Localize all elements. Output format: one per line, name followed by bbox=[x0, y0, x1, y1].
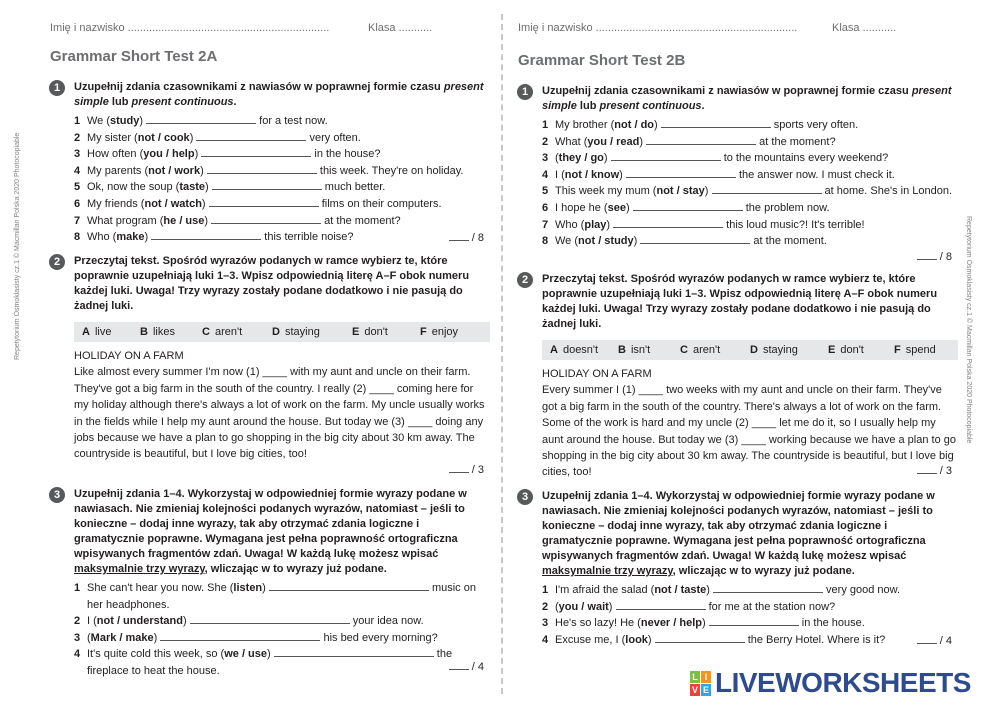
test-title: Grammar Short Test 2A bbox=[50, 48, 218, 65]
sentence-item: 6 My friends (not / watch) films on their computers. bbox=[74, 197, 442, 210]
exercise-1 bbox=[50, 80, 490, 246]
page-divider bbox=[501, 14, 503, 694]
sentence-item: 3 (they / go) to the mountains every weekend? bbox=[542, 152, 889, 165]
sentence-item: 2 (you / wait) for me at the station now? bbox=[542, 600, 836, 613]
word-option: C aren't bbox=[202, 326, 243, 338]
answer-blank[interactable] bbox=[196, 130, 306, 141]
answer-blank[interactable] bbox=[709, 615, 799, 626]
sentence-item: 4 I (not / know) the answer now. I must check it. bbox=[542, 168, 895, 181]
exercise-number-badge: 2 bbox=[49, 254, 65, 270]
sentence-list bbox=[50, 113, 490, 246]
sentence-item: 1 I'm afraid the salad (not / taste) very good now. bbox=[542, 584, 901, 596]
word-option: A live bbox=[82, 326, 112, 338]
text-body: Every summer I (1) ____ two weeks with my aunt and uncle on their farm. They've got a big farm in the south of the country. There's always a lot of work on the farm. Some of the work is hard and my uncle (2) ____ let me do it, so I usually help my aunt around the house. But today we (3) ____ working because we have a plan to go shopping in the big city about 30 km away. The countryside is beautiful, but I love big cities, too! bbox=[542, 384, 957, 479]
answer-blank[interactable] bbox=[712, 183, 822, 194]
word-option: B likes bbox=[140, 326, 175, 338]
sentence-item: 1 We (study) for a test now. bbox=[74, 115, 328, 127]
word-option: F enjoy bbox=[420, 326, 459, 338]
exercise-number-badge: 1 bbox=[49, 80, 65, 96]
sentence-item: 3 How often (you / help) in the house? bbox=[74, 148, 381, 161]
exercise-3 bbox=[50, 487, 490, 680]
name-field-label: Imię i nazwisko .................................................................. bbox=[50, 22, 330, 34]
sentence-item: 2 What (you / read) at the moment? bbox=[542, 135, 836, 148]
score-box: / 4 bbox=[917, 633, 952, 647]
sentence-item: 2 I (not / understand) your idea now. bbox=[74, 615, 424, 628]
score-box: / 4 bbox=[449, 659, 484, 673]
sentence-item: 3 (Mark / make) his bed every morning? bbox=[74, 631, 438, 644]
word-option: E don't bbox=[352, 326, 388, 338]
answer-blank[interactable] bbox=[633, 200, 743, 211]
sentence-item: 8 We (not / study) at the moment. bbox=[542, 235, 827, 248]
reading-text bbox=[50, 348, 490, 463]
score-box: / 3 bbox=[917, 463, 952, 477]
exercise-number-badge: 2 bbox=[517, 272, 533, 288]
exercise-instruction: 1 Uzupełnij zdania czasownikami z nawiasów w poprawnej formie czasu present simple lub present continuous. bbox=[518, 84, 958, 114]
sentence-item: 8 Who (make) this terrible noise? bbox=[74, 231, 354, 244]
sentence-item: 5 Ok, now the soup (taste) much better. bbox=[74, 181, 386, 194]
answer-blank[interactable] bbox=[190, 613, 350, 624]
text-heading: HOLIDAY ON A FARM bbox=[542, 368, 652, 380]
test-title: Grammar Short Test 2B bbox=[518, 52, 686, 69]
exercise-2 bbox=[50, 254, 490, 476]
word-option: D staying bbox=[272, 326, 320, 338]
answer-blank[interactable] bbox=[661, 117, 771, 128]
class-field-label: Klasa ........... bbox=[368, 22, 433, 34]
answer-blank[interactable] bbox=[613, 217, 723, 228]
logo-text: LIVEWORKSHEETS bbox=[715, 667, 971, 698]
liveworksheets-logo bbox=[690, 668, 971, 698]
answer-blank[interactable] bbox=[274, 646, 434, 657]
text-body: Like almost every summer I'm now (1) ____ with my aunt and uncle on their farm. They've got a big farm in the south of the country. I really (2) ____ coming here for my holiday although there's always a lot of work on the farm. My uncle usually works in the fields while I help my aunt around the house. But today we (3) ____ doing any jobs because we have a plan to go shopping in the big city about 30 km away. The countryside is beautiful, but I love big cities, too! bbox=[74, 366, 485, 461]
exercise-number-badge: 3 bbox=[49, 487, 65, 503]
word-option: E don't bbox=[828, 344, 864, 356]
answer-blank[interactable] bbox=[713, 582, 823, 593]
exercise-number-badge: 1 bbox=[517, 84, 533, 100]
answer-blank[interactable] bbox=[201, 146, 311, 157]
exercise-instruction: 2 Przeczytaj tekst. Spośród wyrazów podanych w ramce wybierz te, które poprawnie uzupełniają luki 1–3. Wpisz odpowiednią literę A–F obok numeru każdej luki. Uwaga! Trzy wyrazy zostały podane dodatkowo i nie pasują do żadnej luki. bbox=[518, 272, 958, 332]
exercise-3 bbox=[518, 489, 958, 648]
sentence-item: 1 She can't hear you now. She (listen) music on her headphones. bbox=[74, 582, 476, 611]
word-option: F spend bbox=[894, 344, 936, 356]
sentence-item: 3 He's so lazy! He (never / help) in the house. bbox=[542, 617, 865, 630]
answer-blank[interactable] bbox=[646, 134, 756, 145]
answer-blank[interactable] bbox=[640, 233, 750, 244]
sentence-item: 4 It's quite cold this week, so (we / use) the fireplace to heat the house. bbox=[74, 648, 453, 677]
score-box: / 3 bbox=[449, 462, 484, 476]
exercise-instruction: 2 Przeczytaj tekst. Spośród wyrazów podanych w ramce wybierz te, które poprawnie uzupełniają luki 1–3. Wpisz odpowiednią literę A–F obok numeru każdej luki. Uwaga! Trzy wyrazy zostały podane dodatkowo i nie pasują do żadnej luki. bbox=[50, 254, 490, 314]
word-option: B isn't bbox=[618, 344, 651, 356]
answer-blank[interactable] bbox=[160, 630, 320, 641]
copyright-note-right: Repetytorium Ósmoklasisty cz.1 © Macmillan Polska 2020 Photocopiable bbox=[965, 216, 972, 444]
word-option: A doesn't bbox=[550, 344, 599, 356]
answer-blank[interactable] bbox=[626, 167, 736, 178]
answer-blank[interactable] bbox=[146, 113, 256, 124]
word-bank bbox=[542, 340, 958, 360]
reading-text bbox=[518, 366, 958, 481]
sentence-item: 2 My sister (not / cook) very often. bbox=[74, 131, 361, 144]
score-box: / 8 bbox=[449, 230, 484, 244]
sentence-list bbox=[518, 582, 958, 648]
word-bank bbox=[74, 322, 490, 342]
word-option: C aren't bbox=[680, 344, 721, 356]
answer-blank[interactable] bbox=[655, 632, 745, 643]
exercise-instruction: 3 Uzupełnij zdania 1–4. Wykorzystaj w odpowiedniej formie wyrazy podane w nawiasach. Nie zmieniaj kolejności podanych wyrazów, natomiast – jeśli to konieczne – dodaj inne wyrazy, tak aby otrzymać zdania logiczne i gramatycznie poprawne. Wymagana jest pełna poprawność ortograficzna wpisywanych fragmentów zdań. Uwaga! W każdą lukę możesz wpisać maksymalnie trzy wyrazy, wliczając w to wyrazy już podane. bbox=[518, 489, 958, 579]
sentence-item: 7 Who (play) this loud music?! It's terrible! bbox=[542, 218, 865, 231]
name-field-label: Imię i nazwisko .................................................................. bbox=[518, 22, 798, 34]
answer-blank[interactable] bbox=[616, 599, 706, 610]
exercise-instruction: 1 Uzupełnij zdania czasownikami z nawiasów w poprawnej formie czasu present simple lub present continuous. bbox=[50, 80, 490, 110]
sentence-item: 4 My parents (not / work) this week. They're on holiday. bbox=[74, 164, 464, 177]
sentence-item: 7 What program (he / use) at the moment? bbox=[74, 214, 401, 227]
answer-blank[interactable] bbox=[151, 229, 261, 240]
answer-blank[interactable] bbox=[207, 163, 317, 174]
exercise-number-badge: 3 bbox=[517, 489, 533, 505]
class-field-label: Klasa ........... bbox=[832, 22, 897, 34]
logo-mark-icon: L I V E bbox=[691, 671, 709, 695]
sentence-item: 1 My brother (not / do) sports very often. bbox=[542, 119, 859, 131]
answer-blank[interactable] bbox=[269, 580, 429, 591]
copyright-note-left: Repetytorium Ósmoklasisty cz.1 © Macmillan Polska 2020 Photocopiable bbox=[14, 132, 21, 360]
exercise-1 bbox=[518, 84, 958, 263]
sentence-list bbox=[518, 117, 958, 250]
answer-blank[interactable] bbox=[209, 196, 319, 207]
sentence-item: 6 I hope he (see) the problem now. bbox=[542, 201, 830, 214]
text-heading: HOLIDAY ON A FARM bbox=[74, 350, 184, 362]
exercise-2 bbox=[518, 272, 958, 481]
sentence-item: 5 This week my mum (not / stay) at home. She's in London. bbox=[542, 185, 953, 198]
word-option: D staying bbox=[750, 344, 798, 356]
answer-blank[interactable] bbox=[212, 179, 322, 190]
sentence-item: 4 Excuse me, I (look) the Berry Hotel. Where is it? bbox=[542, 633, 886, 646]
exercise-instruction: 3 Uzupełnij zdania 1–4. Wykorzystaj w odpowiedniej formie wyrazy podane w nawiasach. Nie zmieniaj kolejności podanych wyrazów, natomiast – jeśli to konieczne – dodaj inne wyrazy, tak aby otrzymać zdania logiczne i gramatycznie poprawne. Wymagana jest pełna poprawność ortograficzna wpisywanych fragmentów zdań. Uwaga! W każdą lukę możesz wpisać maksymalnie trzy wyrazy, wliczając w to wyrazy już podane. bbox=[50, 487, 490, 577]
answer-blank[interactable] bbox=[211, 213, 321, 224]
answer-blank[interactable] bbox=[611, 150, 721, 161]
score-box: / 8 bbox=[917, 249, 952, 263]
sentence-list bbox=[50, 580, 490, 680]
